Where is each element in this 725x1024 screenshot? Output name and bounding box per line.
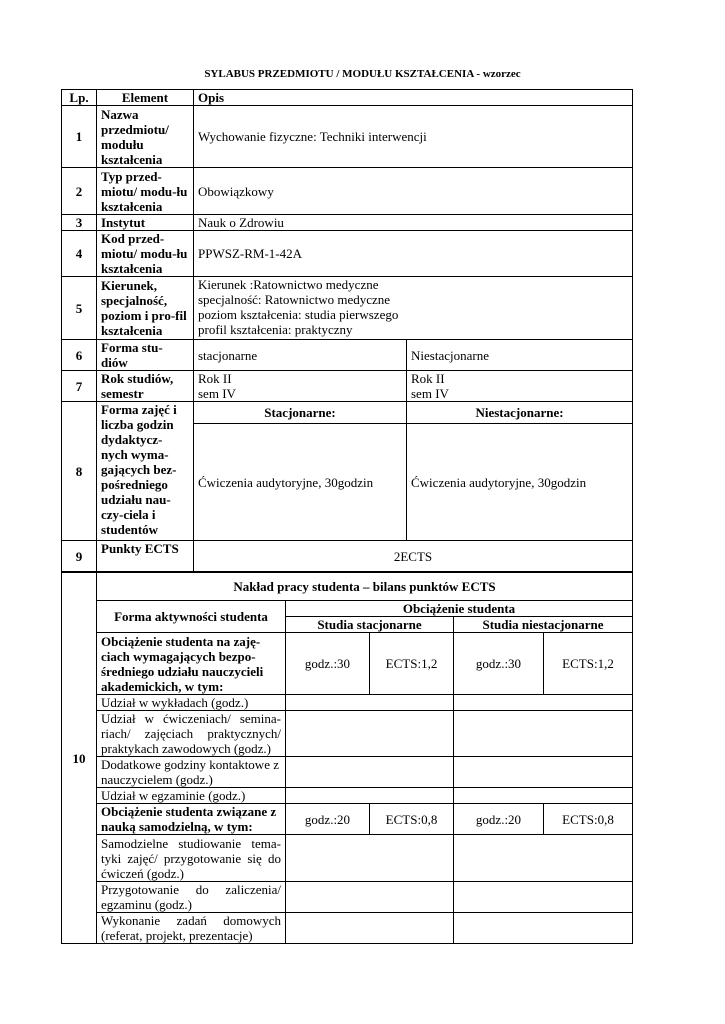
row-element: Forma stu-diów — [97, 340, 194, 371]
stac-cell — [286, 695, 454, 711]
table-row — [62, 231, 633, 277]
table-row — [62, 215, 633, 231]
workload-label: Udział w wykładach (godz.) — [97, 695, 286, 711]
workload-lp: 10 — [62, 573, 97, 944]
rok-niestacjonarne — [407, 371, 633, 402]
workload-row — [62, 757, 633, 788]
stac-cell — [286, 835, 454, 882]
page-title: SYLABUS PRZEDMIOTU / MODUŁU KSZTAŁCENIA - wzorzec — [204, 68, 521, 80]
table-row — [62, 340, 633, 371]
stac-godz: godz.:20 — [286, 804, 370, 835]
workload-row — [62, 711, 633, 757]
ects-value: 2ECTS — [194, 541, 633, 572]
workload-label: Dodatkowe godziny kontaktowe z nauczycielem (godz.) — [97, 757, 286, 788]
header-opis: Opis — [194, 90, 633, 106]
stac-cell — [286, 757, 454, 788]
workload-row — [62, 804, 633, 835]
workload-label: Obciążenie studenta na zaję-ciach wymagających bezpo-średniego udziału nauczycieli akademickich, w tym: — [97, 633, 286, 695]
niestacjonarne-header: Niestacjonarne: — [407, 402, 633, 424]
header-element: Element — [97, 90, 194, 106]
row-lp: 8 — [62, 402, 97, 541]
row-lp: 6 — [62, 340, 97, 371]
specjalnosc-line: specjalność: Ratownictwo medyczne — [198, 292, 391, 307]
table-row — [62, 277, 633, 340]
row-lp: 7 — [62, 371, 97, 402]
stac-godz: godz.:30 — [286, 633, 370, 695]
table-row — [62, 371, 633, 402]
forma-zajec-stacjonarne: Ćwiczenia audytoryjne, 30godzin — [194, 424, 407, 541]
workload-row — [62, 835, 633, 882]
workload-table — [61, 572, 633, 944]
stac-cell — [286, 882, 454, 913]
row-value: Wychowanie fizyczne: Techniki interwencji — [194, 106, 633, 168]
table-header-row — [62, 90, 633, 106]
workload-row — [62, 633, 633, 695]
row-element: Instytut — [97, 215, 194, 231]
stac-ects: ECTS:0,8 — [370, 804, 454, 835]
niestac-cell — [454, 913, 633, 944]
niestac-cell — [454, 695, 633, 711]
forma-zajec-niestacjonarne: Ćwiczenia audytoryjne, 30godzin — [407, 424, 633, 541]
row-element: Typ przed-miotu/ modu-łu kształcenia — [97, 168, 194, 215]
table-row — [62, 541, 633, 572]
rok-value: Rok II — [198, 371, 232, 386]
workload-row — [62, 695, 633, 711]
niestac-cell — [454, 882, 633, 913]
row-lp: 2 — [62, 168, 97, 215]
workload-label: Przygotowanie do zaliczenia/ egzaminu (godz.) — [97, 882, 286, 913]
workload-label: Udział w ćwiczeniach/ semina-riach/ zajęciach praktycznych/ praktykach zawodowych (godz.) — [97, 711, 286, 757]
stac-cell — [286, 711, 454, 757]
workload-row — [62, 882, 633, 913]
stac-ects: ECTS:1,2 — [370, 633, 454, 695]
row-lp: 1 — [62, 106, 97, 168]
niestac-godz: godz.:30 — [454, 633, 544, 695]
forma-niestacjonarne: Niestacjonarne — [407, 340, 633, 371]
workload-label: Wykonanie zadań domowych (referat, projekt, prezentacje) — [97, 913, 286, 944]
stac-cell — [286, 788, 454, 804]
row-element: Nazwa przedmiotu/ modułu kształcenia — [97, 106, 194, 168]
row-value: Nauk o Zdrowiu — [194, 215, 633, 231]
studia-stacjonarne-header: Studia stacjonarne — [286, 617, 454, 633]
table-row — [62, 168, 633, 215]
row-element: Punkty ECTS — [97, 541, 194, 572]
row-value: Obowiązkowy — [194, 168, 633, 215]
niestac-cell — [454, 835, 633, 882]
niestac-cell — [454, 711, 633, 757]
semestr-value: sem IV — [411, 386, 449, 401]
niestac-godz: godz.:20 — [454, 804, 544, 835]
row-element: Kod przed-miotu/ modu-łu kształcenia — [97, 231, 194, 277]
poziom-line: poziom kształcenia: studia pierwszego — [198, 307, 399, 322]
studia-niestacjonarne-header: Studia niestacjonarne — [454, 617, 633, 633]
load-header: Obciążenie studenta — [286, 601, 633, 617]
row-lp: 3 — [62, 215, 97, 231]
row-lp: 5 — [62, 277, 97, 340]
rok-value: Rok II — [411, 371, 445, 386]
table-row — [62, 106, 633, 168]
profil-line: profil kształcenia: praktyczny — [198, 322, 353, 337]
stacjonarne-header: Stacjonarne: — [194, 402, 407, 424]
row-element: Forma zajęć i liczba godzin dydaktycz-nych wyma-gających bez-pośredniego udziału nau-czy-ciela i studentów — [97, 402, 194, 541]
row-lp: 9 — [62, 541, 97, 572]
row-lp: 4 — [62, 231, 97, 277]
niestac-cell — [454, 788, 633, 804]
forma-stacjonarne: stacjonarne — [194, 340, 407, 371]
stac-cell — [286, 913, 454, 944]
activity-header: Forma aktywności studenta — [97, 601, 286, 633]
table-row — [62, 402, 633, 424]
niestac-ects: ECTS:0,8 — [544, 804, 633, 835]
syllabus-table — [61, 89, 633, 572]
row-value: PPWSZ-RM-1-42A — [194, 231, 633, 277]
header-lp: Lp. — [62, 90, 97, 106]
workload-row — [62, 913, 633, 944]
workload-label: Obciążenie studenta związane z nauką samodzielną, w tym: — [97, 804, 286, 835]
workload-label: Samodzielne studiowanie tema-tyki zajęć/ przygotowanie się do ćwiczeń (godz.) — [97, 835, 286, 882]
workload-title: Nakład pracy studenta – bilans punktów ECTS — [97, 573, 633, 601]
semestr-value: sem IV — [198, 386, 236, 401]
row-value — [194, 277, 633, 340]
niestac-cell — [454, 757, 633, 788]
row-element: Rok studiów, semestr — [97, 371, 194, 402]
kierunek-line: Kierunek :Ratownictwo medyczne — [198, 277, 379, 292]
rok-stacjonarne — [194, 371, 407, 402]
niestac-ects: ECTS:1,2 — [544, 633, 633, 695]
workload-row — [62, 788, 633, 804]
workload-label: Udział w egzaminie (godz.) — [97, 788, 286, 804]
row-element: Kierunek, specjalność, poziom i pro-fil kształcenia — [97, 277, 194, 340]
